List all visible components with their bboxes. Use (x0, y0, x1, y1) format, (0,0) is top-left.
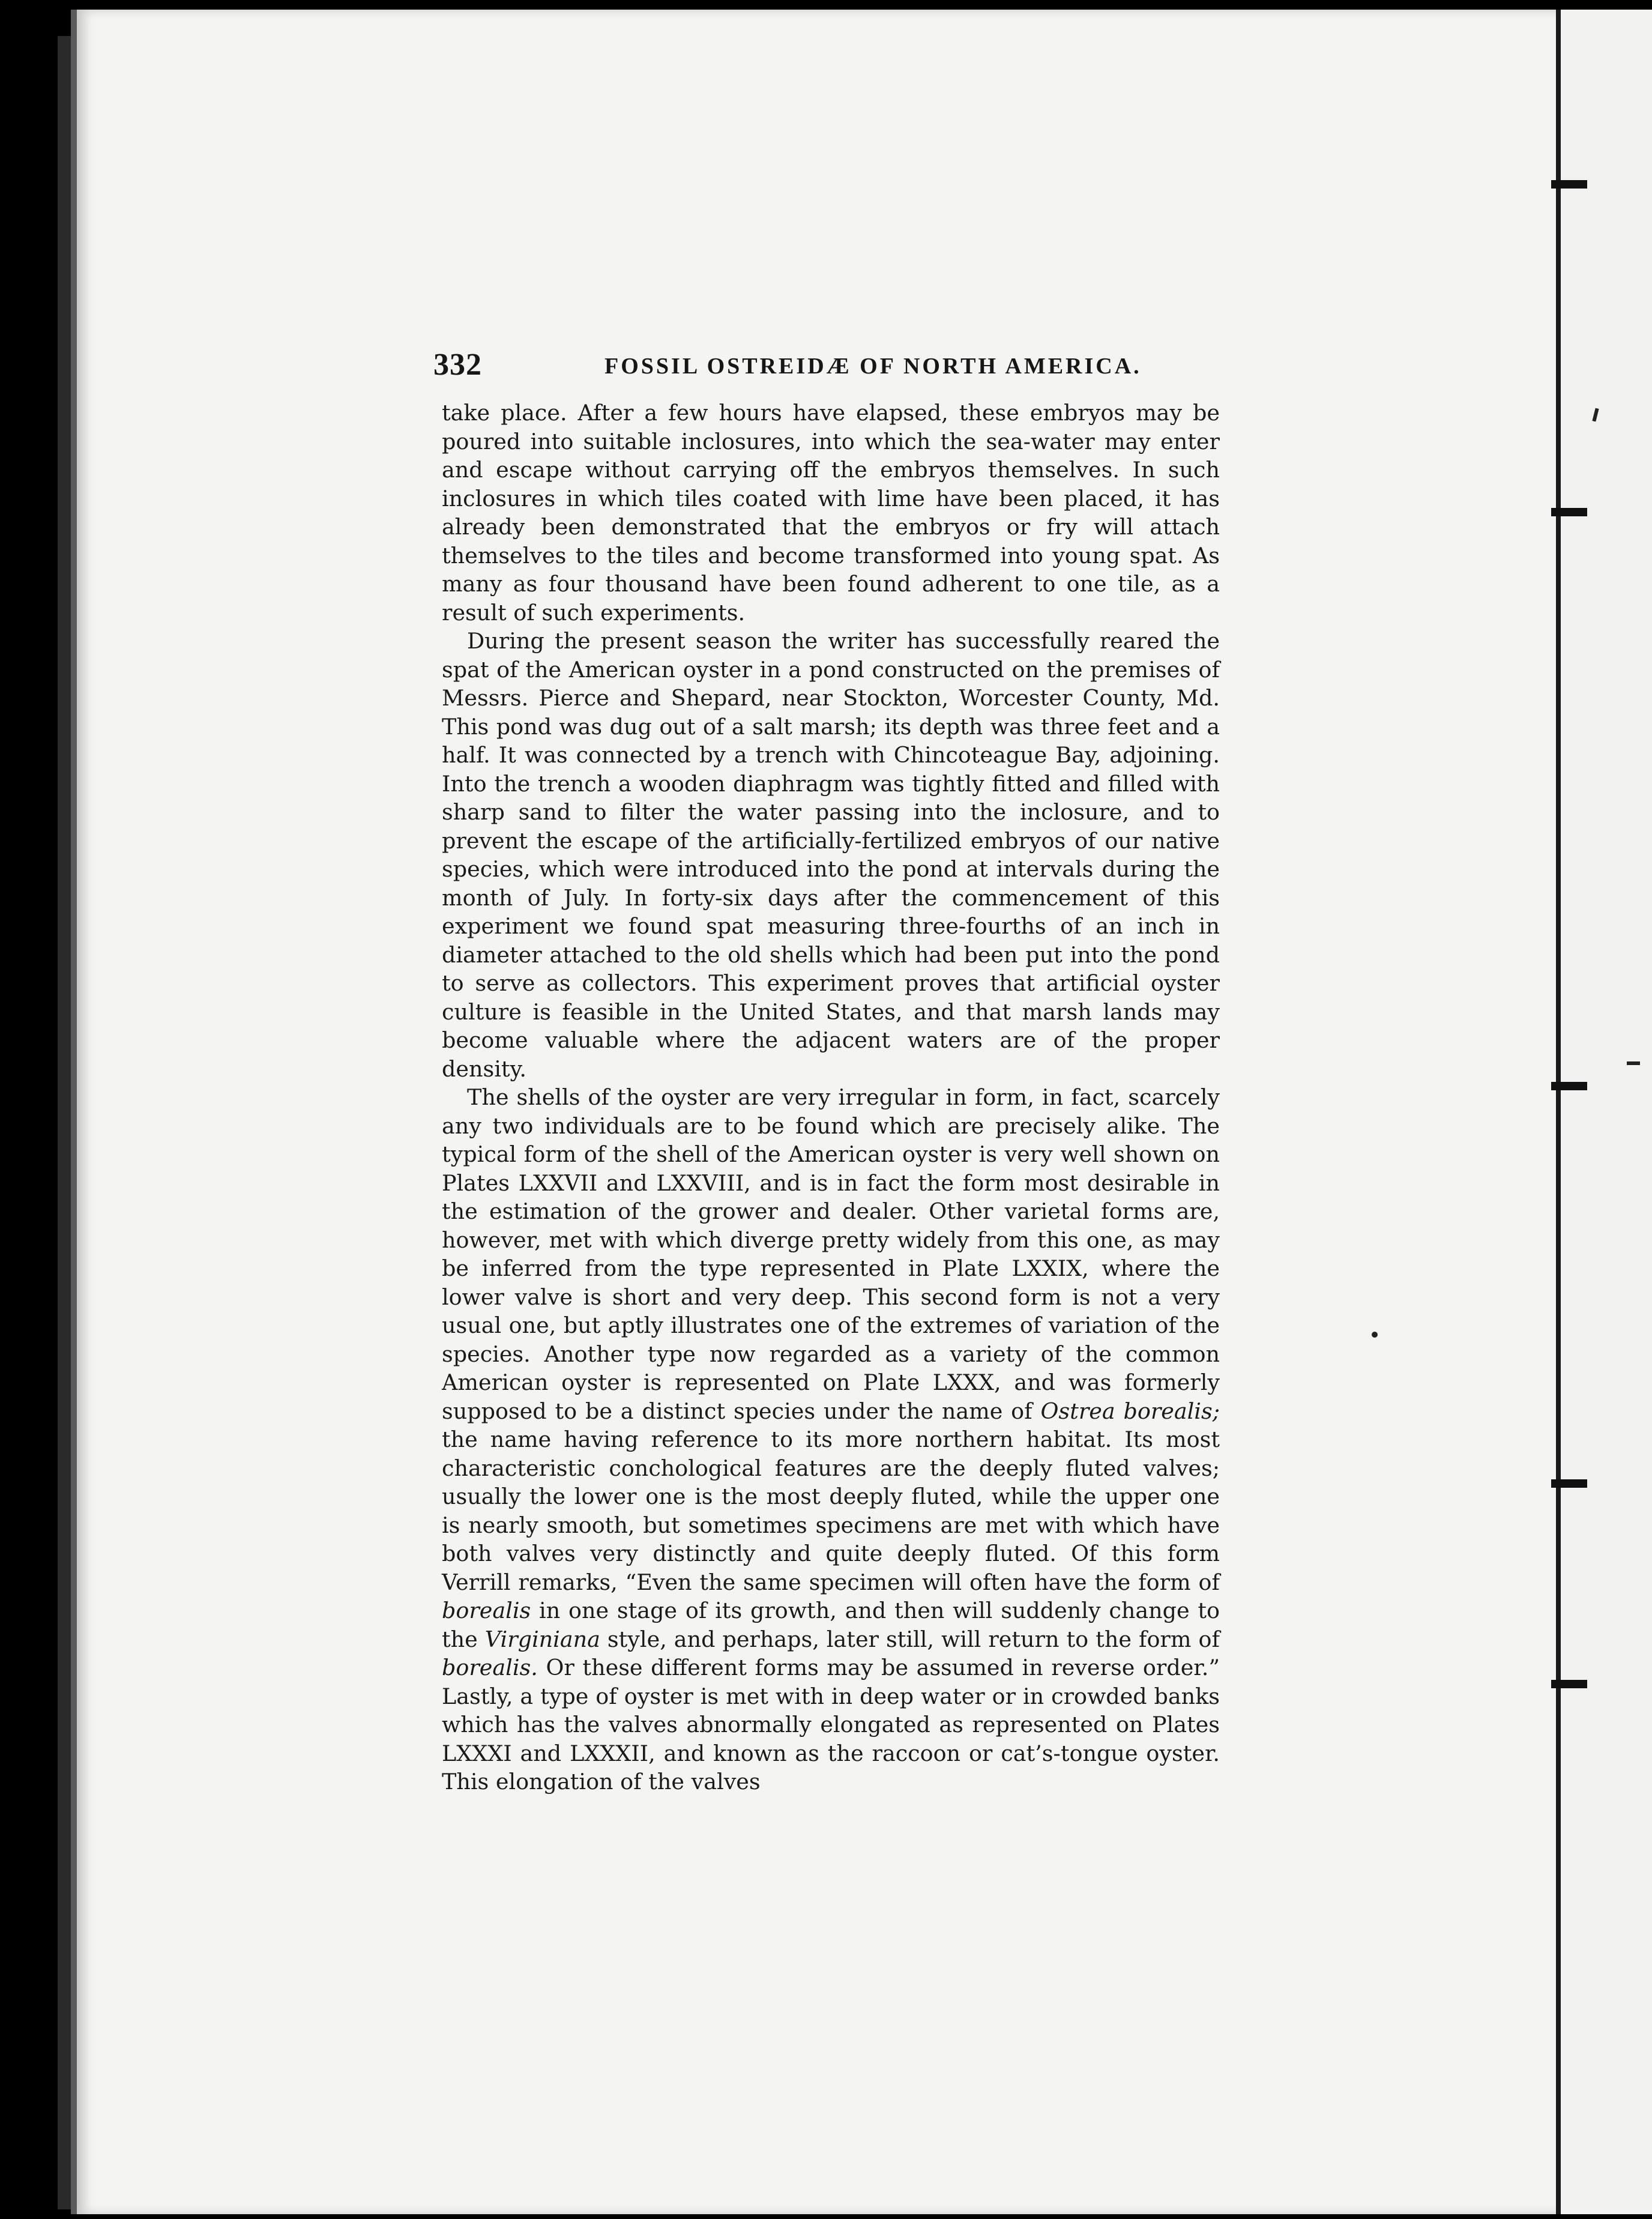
paragraph (442, 399, 1220, 627)
italic-text: Ostrea borealis; (1040, 1398, 1220, 1424)
paragraph-text: the name having reference to its more northern habitat. Its most characteristic conchological features are the deeply fluted valves; usually the lower one is the most deeply fluted, while the upper one is nearly smooth, but sometimes specimens are met with which have both valves very distinctly and quite deeply fluted. Of this form Verrill remarks, “Even the same specimen will often have the form of (442, 1426, 1220, 1595)
paragraph-text: take place. After a few hours have elapsed, these embryos may be poured into suitable inclosures, into which the sea-water may enter and escape without carrying off the embryos themselves. In such inclosures in which tiles coated with lime have been placed, it has already been demonstrated that the embryos or fry will attach themselves to the tiles and become transformed into young spat. As many as four thousand have been found adherent to one tile, as a result of such experiments. (442, 400, 1220, 626)
italic-text: Virginiana (484, 1626, 600, 1652)
paragraph-text: in one stage of its growth, and then will suddenly change to the (442, 1598, 1220, 1652)
adjacent-page-mark (1551, 1479, 1587, 1488)
page-header (433, 347, 1232, 389)
binding-edge (58, 36, 71, 2209)
paragraph-text: The shells of the oyster are very irregular in form, in fact, scarcely any two individuals are to be found which are precisely alike. The typical form of the shell of the American oyster is very well shown on Plates LXXVII and LXXVIII, and is in fact the form most desirable in the estimation of the grower and dealer. Other varietal forms are, however, met with which diverge pretty widely from this one, as may be inferred from the type represented in Plate LXXIX, where the lower valve is short and very deep. This second form is not a very usual one, but aptly illustrates one of the extremes of variation of the species. Another type now regarded as a variety of the common American oyster is represented on Plate LXXX, and was formerly supposed to be a distinct species under the name of (442, 1084, 1220, 1424)
paragraph (442, 627, 1220, 1083)
adjacent-page-mark (1551, 508, 1587, 516)
adjacent-page-mark (1551, 1680, 1587, 1688)
paragraph-text: style, and perhaps, later still, will return to the form of (600, 1626, 1220, 1652)
stray-speck (1372, 1332, 1378, 1338)
adjacent-page-edge (1556, 10, 1652, 2214)
page-number: 332 (433, 348, 482, 382)
paragraph (442, 1083, 1220, 1796)
adjacent-page-mark (1551, 180, 1587, 189)
paragraph-text: Or these different forms may be assumed in reverse order.” Lastly, a type of oyster is met with in deep water or in crowded banks which has the valves abnormally elongated as represented on Plates LXXXI and LXXXII, and known as the raccoon or cat’s-tongue oyster. This elongation of the valves (442, 1655, 1220, 1795)
stray-speck (1627, 1061, 1640, 1065)
running-title: FOSSIL OSTREIDÆ OF NORTH AMERICA. (604, 354, 1142, 379)
body-text (442, 399, 1220, 1796)
paragraph-text: During the present season the writer has successfully reared the spat of the American oyster in a pond constructed on the premises of Messrs. Pierce and Shepard, near Stockton, Worcester County, Md. This pond was dug out of a salt marsh; its depth was three feet and a half. It was connected by a trench with Chincoteague Bay, adjoining. Into the trench a wooden diaphragm was tightly fitted and filled with sharp sand to filter the water passing into the inclosure, and to prevent the escape of the artificially-fertilized embryos of our native species, which were introduced into the pond at intervals during the month of July. In forty-six days after the commencement of this experiment we found spat measuring three-fourths of an inch in diameter attached to the old shells which had been put into the pond to serve as collectors. This experiment proves that artificial oyster culture is feasible in the United States, and that marsh lands may become valuable where the adjacent waters are of the proper density. (442, 628, 1220, 1082)
italic-text: borealis. (442, 1655, 538, 1680)
italic-text: borealis (442, 1598, 531, 1623)
adjacent-page-mark (1551, 1082, 1587, 1090)
